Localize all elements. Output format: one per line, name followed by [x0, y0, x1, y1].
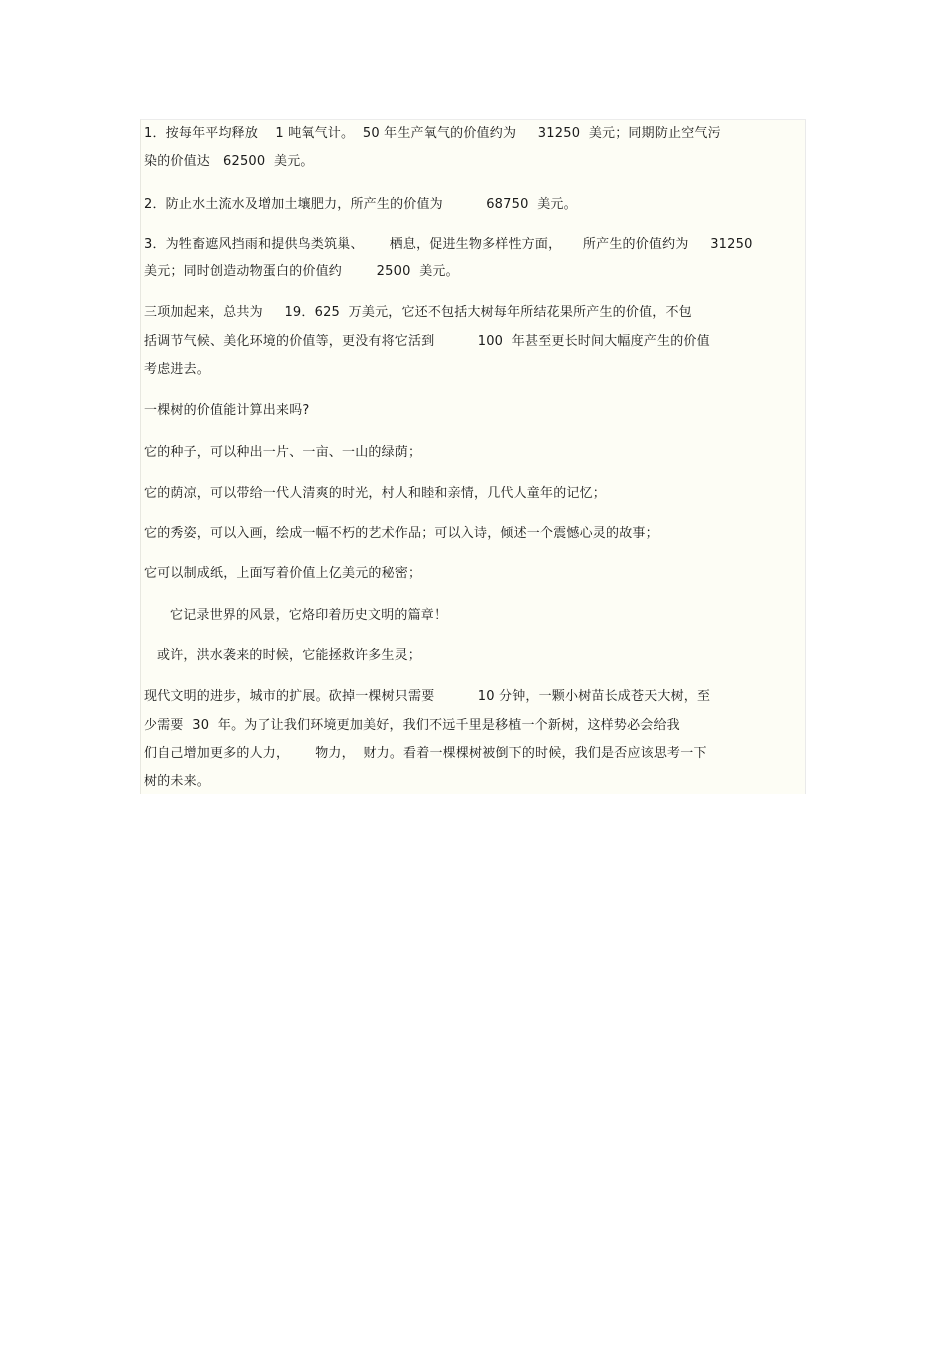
paragraph-3-line-1: 3．为牲畜遮风挡雨和提供鸟类筑巢、 栖息，促进生物多样性方面， 所产生的价值约为 31250	[144, 237, 753, 252]
paragraph-3-line-2: 美元；同时创造动物蛋白的价值约 2500 美元。	[144, 264, 459, 279]
paragraph-5-line-1: 一棵树的价值能计算出来吗?	[144, 403, 310, 418]
paragraph-12-line-4: 树的未来。	[144, 774, 211, 789]
paragraph-11-line-1: 或许，洪水袭来的时候，它能拯救许多生灵；	[144, 648, 421, 663]
paragraph-12-line-2: 少需要 30 年。为了让我们环境更加美好，我们不远千里是移植一个新树，这样势必会给我	[144, 718, 680, 733]
paragraph-12-line-3: 们自己增加更多的人力， 物力， 财力。看着一棵棵树被倒下的时候，我们是否应该思考一下	[144, 746, 707, 761]
paragraph-12-line-1: 现代文明的进步，城市的扩展。砍掉一棵树只需要 10 分钟，一颗小树苗长成苍天大树，至	[144, 689, 711, 704]
paragraph-9-line-1: 它可以制成纸，上面写着价值上亿美元的秘密；	[144, 566, 422, 581]
paragraph-6-line-1: 它的种子，可以种出一片、一亩、一山的绿荫；	[144, 445, 422, 460]
paragraph-10-line-1: 它记录世界的风景，它烙印着历史文明的篇章！	[144, 608, 448, 623]
paragraph-4-line-3: 考虑进去。	[144, 362, 211, 377]
paragraph-4-line-2: 括调节气候、美化环境的价值等，更没有将它活到 100 年甚至更长时间大幅度产生的价值	[144, 334, 710, 349]
paragraph-4-line-1: 三项加起来，总共为 19．625 万美元，它还不包括大树每年所结花果所产生的价值，不包	[144, 305, 692, 320]
paragraph-8-line-1: 它的秀姿，可以入画，绘成一幅不朽的艺术作品；可以入诗，倾述一个震憾心灵的故事；	[144, 526, 659, 541]
paragraph-1-line-1: 1．按每年平均释放 1 吨氧气计。 50 年生产氧气的价值约为 31250 美元；同期防止空气污	[144, 126, 721, 141]
paragraph-7-line-1: 它的荫凉，可以带给一代人清爽的时光，村人和睦和亲情，几代人童年的记忆；	[144, 486, 607, 501]
paragraph-1-line-2: 染的价值达 62500 美元。	[144, 154, 314, 169]
paragraph-2-line-1: 2．防止水土流水及增加土壤肥力，所产生的价值为 68750 美元。	[144, 197, 577, 212]
